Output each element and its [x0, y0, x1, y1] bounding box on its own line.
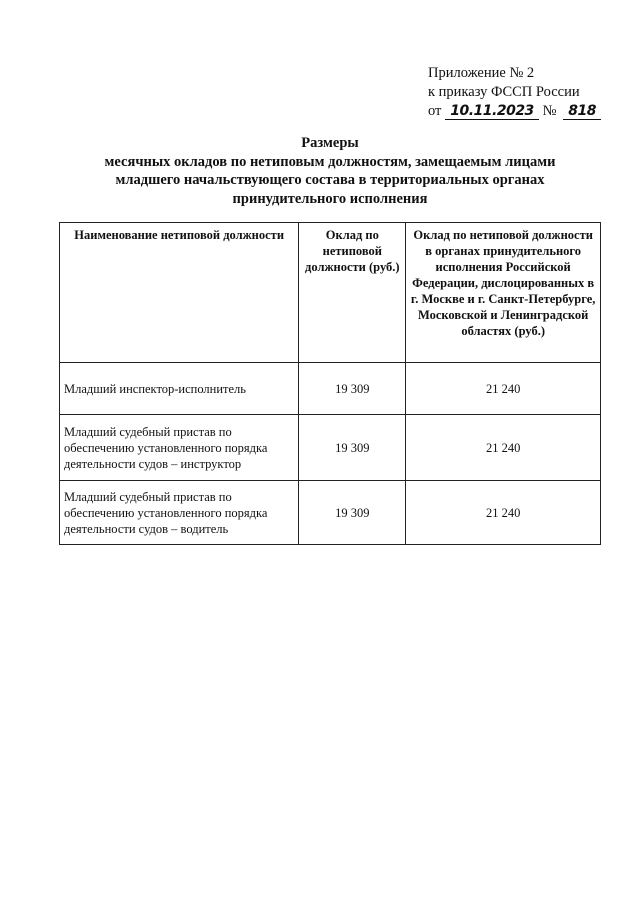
- appendix-title: Приложение № 2: [428, 65, 535, 81]
- header-base-salary: Оклад по нетиповой должности (руб.): [299, 223, 406, 363]
- table-row: [60, 415, 601, 481]
- moscow-spb-salary: 21 240: [406, 481, 601, 545]
- base-salary: 19 309: [299, 415, 406, 481]
- title-heading: Размеры: [301, 135, 359, 151]
- from-label: от: [428, 103, 442, 119]
- header-moscow-spb-salary: Оклад по нетиповой должности в органах принудительного исполнения Российской Федерации, дислоцированных в г. Москве и г. Санкт-Петербурге, Московской и Ленинградской областях (руб.): [406, 223, 601, 363]
- table-row: [60, 481, 601, 545]
- position-name: Младший судебный пристав по обеспечению установленного порядка деятельности судов – водитель: [60, 481, 299, 545]
- title-line-2: младшего начальствующего состава в территориальных органах: [115, 172, 545, 188]
- moscow-spb-salary: 21 240: [406, 363, 601, 415]
- position-name: Младший судебный пристав по обеспечению установленного порядка деятельности судов – инструктор: [60, 415, 299, 481]
- header-position-name: Наименование нетиповой должности: [60, 223, 299, 363]
- handwritten-date: 10.11.2023: [445, 104, 539, 120]
- appendix-date-line: [428, 102, 601, 121]
- salary-table: [59, 222, 601, 545]
- position-name: Младший инспектор-исполнитель: [60, 363, 299, 415]
- appendix-block: [428, 64, 601, 121]
- document-title: [60, 134, 600, 208]
- appendix-order-ref: к приказу ФССП России: [428, 84, 580, 100]
- handwritten-number: 818: [563, 104, 601, 120]
- title-line-1: месячных окладов по нетиповым должностям, замещаемым лицами: [104, 153, 556, 170]
- title-line-3: принудительного исполнения: [232, 190, 428, 207]
- base-salary: 19 309: [299, 481, 406, 545]
- table-row: [60, 363, 601, 415]
- moscow-spb-salary: 21 240: [406, 415, 601, 481]
- number-label: №: [542, 103, 557, 119]
- base-salary: 19 309: [299, 363, 406, 415]
- table-header-row: [60, 223, 601, 363]
